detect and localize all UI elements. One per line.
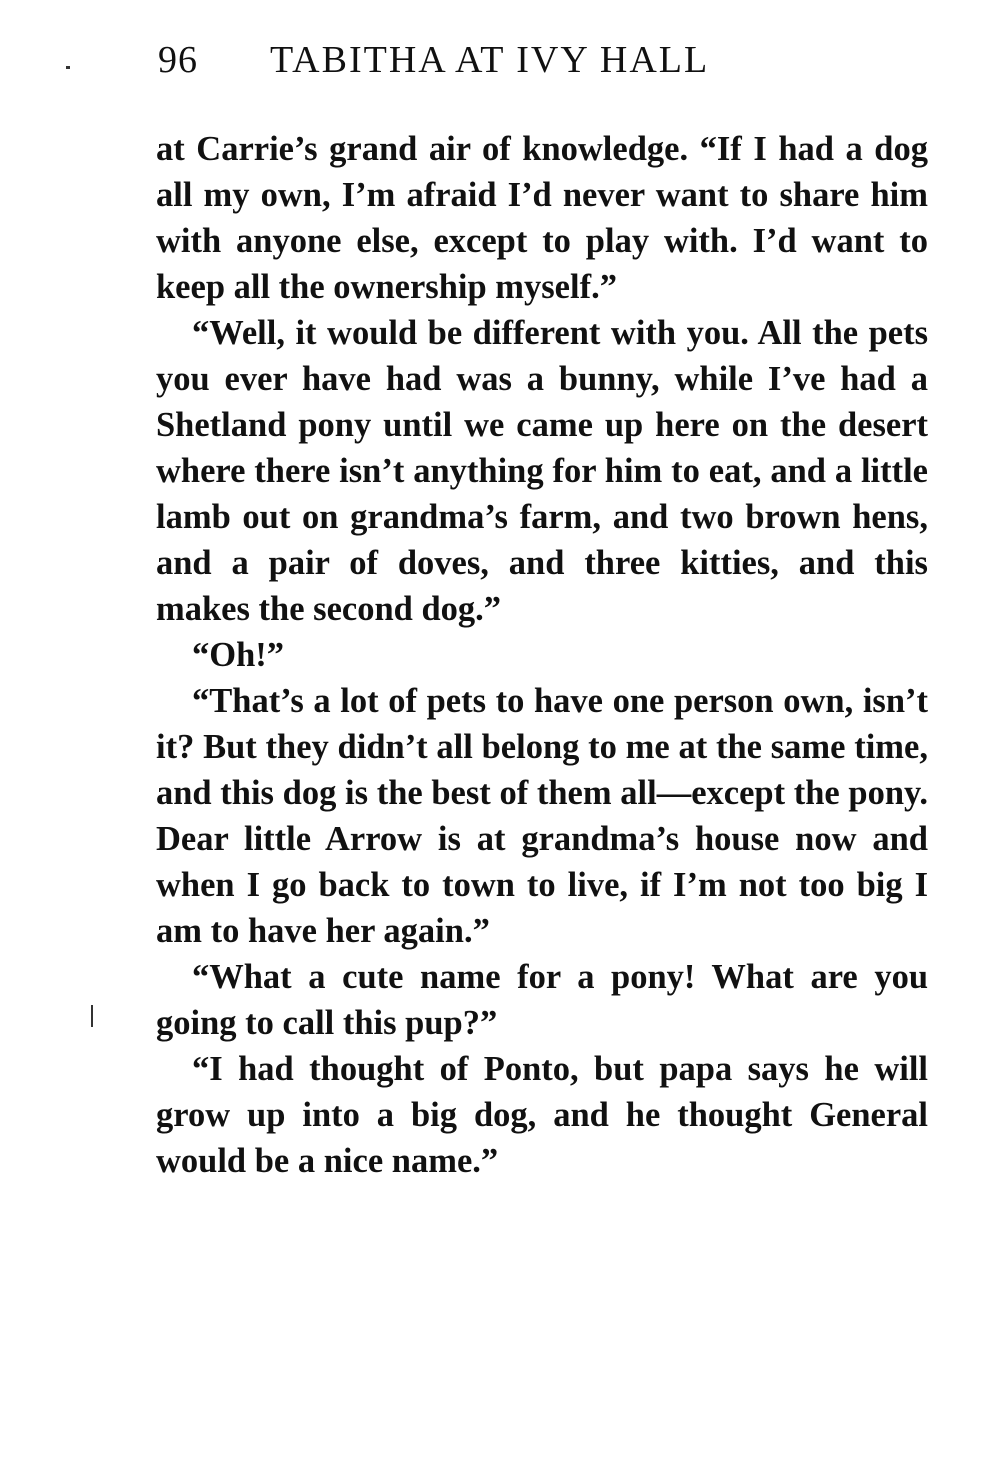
page-number: 96	[158, 39, 198, 81]
paragraph-6: “I had thought of Ponto, but papa says he will grow up into a big dog, and he thought General would be a nice name.”	[156, 1050, 928, 1180]
paragraph-3: “Oh!”	[192, 636, 285, 674]
page-header	[158, 38, 838, 88]
scan-speck	[66, 66, 70, 69]
paragraph-1: at Carrie’s grand air of knowledge. “If I had a dog all my own, I’m afraid I’d never want to share him with anyone else, except to play with. I’d want to keep all the ownership myself.”	[156, 130, 928, 306]
running-title: TABITHA AT IVY HALL	[270, 39, 710, 81]
body-text	[156, 126, 928, 1184]
paragraph-2: “Well, it would be different with you. All the pets you ever have had was a bunny, while I’ve had a Shetland pony until we came up here on the desert where there isn’t anything for him to eat, and a little lamb out on grandma’s farm, and two brown hens, and a pair of doves, and three kitties, and this makes the second dog.”	[156, 314, 928, 628]
paragraph-5: “What a cute name for a pony! What are you going to call this pup?”	[156, 958, 928, 1042]
scan-mark	[91, 1005, 93, 1027]
paragraph-4: “That’s a lot of pets to have one person own, isn’t it? But they didn’t all belong to me at the same time, and this dog is the best of them all—except the pony. Dear little Arrow is at grandma’s house now and when I go back to town to live, if I’m not too big I am to have her again.”	[156, 682, 928, 950]
